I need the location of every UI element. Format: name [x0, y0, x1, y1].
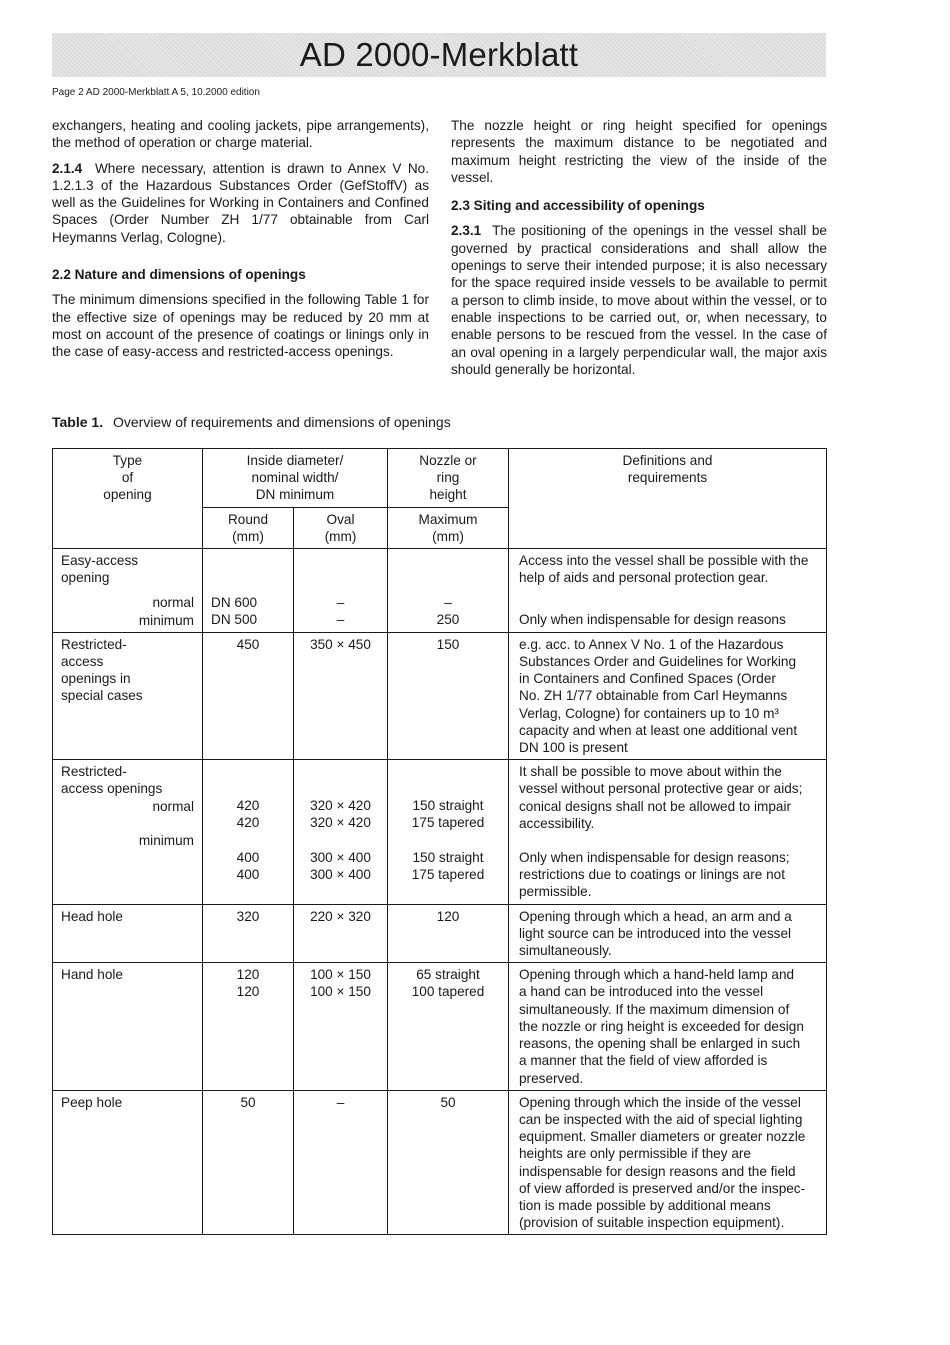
nozzle-cell: – 250 — [388, 549, 509, 633]
header-nozzle: Nozzle or ring height — [388, 449, 509, 508]
section-text: Where necessary, attention is drawn to Annex V No. 1.2.1.3 of the Hazardous Substances Order (GefStoffV) as well as the Guidelines for Working in Containers and Confined Spaces (Order Number ZH 1/77 obtainable from Carl Heymanns Verlag, Cologne). — [52, 160, 429, 245]
nozzle-cell: 50 — [388, 1090, 509, 1235]
table-caption-label: Table 1. — [52, 414, 104, 430]
definition-cell: e.g. acc. to Annex V No. 1 of the Hazardous Substances Order and Guidelines for Working in Containers and Confined Spaces (Order No. ZH 1/77 obtainable from Carl Heymanns Verlag, Cologne) for containers up to 10 m³ capacity and when at least one additional vent DN 100 is present — [509, 632, 827, 759]
right-column — [451, 117, 827, 378]
oval-cell: 350 × 450 — [294, 632, 388, 759]
definition-cell: Opening through which a hand-held lamp and a hand can be introduced into the vessel simultaneously. If the maximum dimension of the nozzle or ring height is exceeded for design reasons, the opening shall be enlarged in such a manner that the field of view afforded is preserved. — [509, 963, 827, 1090]
round-cell: 120 120 — [203, 963, 294, 1090]
definition-cell: Opening through which the inside of the vessel can be inspected with the aid of special lighting equipment. Smaller diameters or greater nozzle heights are only permissible if they are indispensable for design reasons and the field of view afforded is preserved and/or the inspec- tion is made possible by additional means (provision of suitable inspection equipment). — [509, 1090, 827, 1235]
round-cell: 420 420 400 400 — [203, 760, 294, 904]
section-2-3-1 — [451, 222, 827, 378]
left-column — [52, 117, 429, 361]
nozzle-cell: 65 straight 100 tapered — [388, 963, 509, 1090]
continued-text: exchangers, heating and cooling jackets, pipe arrangements), the method of operation or charge material. — [52, 118, 429, 151]
oval-cell: 320 × 420 320 × 420 300 × 400 300 × 400 — [294, 760, 388, 904]
section-number: 2.3.1 — [451, 223, 482, 239]
type-cell: Peep hole — [53, 1090, 203, 1235]
banner-title: AD 2000-Merkblatt — [299, 36, 579, 73]
table-row-head-hole — [53, 904, 827, 963]
type-cell: Hand hole — [53, 963, 203, 1090]
type-cell: Restricted- access openings in special cases — [53, 632, 203, 759]
section-2-3-heading: 2.3 Siting and accessibility of openings — [451, 198, 705, 214]
table-row-restricted — [53, 760, 827, 904]
header-type: Type of opening — [53, 449, 203, 549]
definition-cell: Opening through which a head, an arm and a light source can be introduced into the vessel simultaneously. — [509, 904, 827, 963]
type-cell: Head hole — [53, 904, 203, 963]
type-cell: Restricted- access openings normal minimum — [53, 760, 203, 904]
header-inside-diameter: Inside diameter/ nominal width/ DN minimum — [203, 449, 388, 508]
table-row-restricted-special — [53, 632, 827, 759]
oval-cell: – — [294, 1090, 388, 1235]
table-row-easy-access — [53, 549, 827, 633]
header-round: Round (mm) — [203, 507, 294, 548]
nozzle-cell: 150 — [388, 632, 509, 759]
oval-cell: – – — [294, 549, 388, 633]
section-2-2-heading: 2.2 Nature and dimensions of openings — [52, 267, 306, 283]
definition-cell: Access into the vessel shall be possible with the help of aids and personal protection gear. Only when indispensable for design reasons — [509, 549, 827, 633]
section-2-2-text: The minimum dimensions specified in the following Table 1 for the effective size of openings may be reduced by 20 mm at most on account of the presence of coatings or linings only in the case of easy-access and restricted-access openings. — [52, 292, 429, 360]
openings-table — [52, 448, 827, 1235]
type-cell: Easy-access opening normal minimum — [53, 549, 203, 633]
oval-cell: 220 × 320 — [294, 904, 388, 963]
round-cell: DN 600 DN 500 — [203, 549, 294, 633]
round-cell: 320 — [203, 904, 294, 963]
nozzle-cell: 120 — [388, 904, 509, 963]
table-row-hand-hole — [53, 963, 827, 1090]
round-cell: 450 — [203, 632, 294, 759]
nozzle-cell: 150 straight 175 tapered 150 straight 175 tapered — [388, 760, 509, 904]
table-row-peep-hole — [53, 1090, 827, 1235]
header-maximum: Maximum (mm) — [388, 507, 509, 548]
section-text: The positioning of the openings in the vessel shall be governed by practical considerations and shall allow the openings to serve their intended purpose; it is also necessary for the space required inside vessels to be available to permit a person to climb inside, to move about within the vessel, or to enable inspections to be carried out, or, when necessary, to enable persons to be rescued from the vessel. In the case of an oval opening in a largely perpendicular wall, the major axis should generally be horizontal. — [451, 223, 827, 377]
continued-text: The nozzle height or ring height specified for openings represents the maximum distance to be negotiated and maximum height restricting the view of the inside of the vessel. — [451, 118, 827, 185]
header-banner — [52, 33, 826, 77]
section-2-1-4 — [52, 160, 429, 246]
header-definitions: Definitions and requirements — [509, 449, 827, 549]
page-reference: Page 2 AD 2000-Merkblatt A 5, 10.2000 edition — [52, 87, 260, 98]
table-header-row — [53, 449, 827, 508]
oval-cell: 100 × 150 100 × 150 — [294, 963, 388, 1090]
table-caption-text: Overview of requirements and dimensions of openings — [112, 414, 451, 430]
definition-cell: It shall be possible to move about within the vessel without personal protective gear or aids; conical designs shall not be allowed to impair accessibility. Only when indispensable for design reasons; restrictions due to coatings or linings are not permissible. — [509, 760, 827, 904]
header-oval: Oval (mm) — [294, 507, 388, 548]
section-number: 2.1.4 — [52, 160, 83, 176]
table-caption — [52, 414, 451, 430]
round-cell: 50 — [203, 1090, 294, 1235]
